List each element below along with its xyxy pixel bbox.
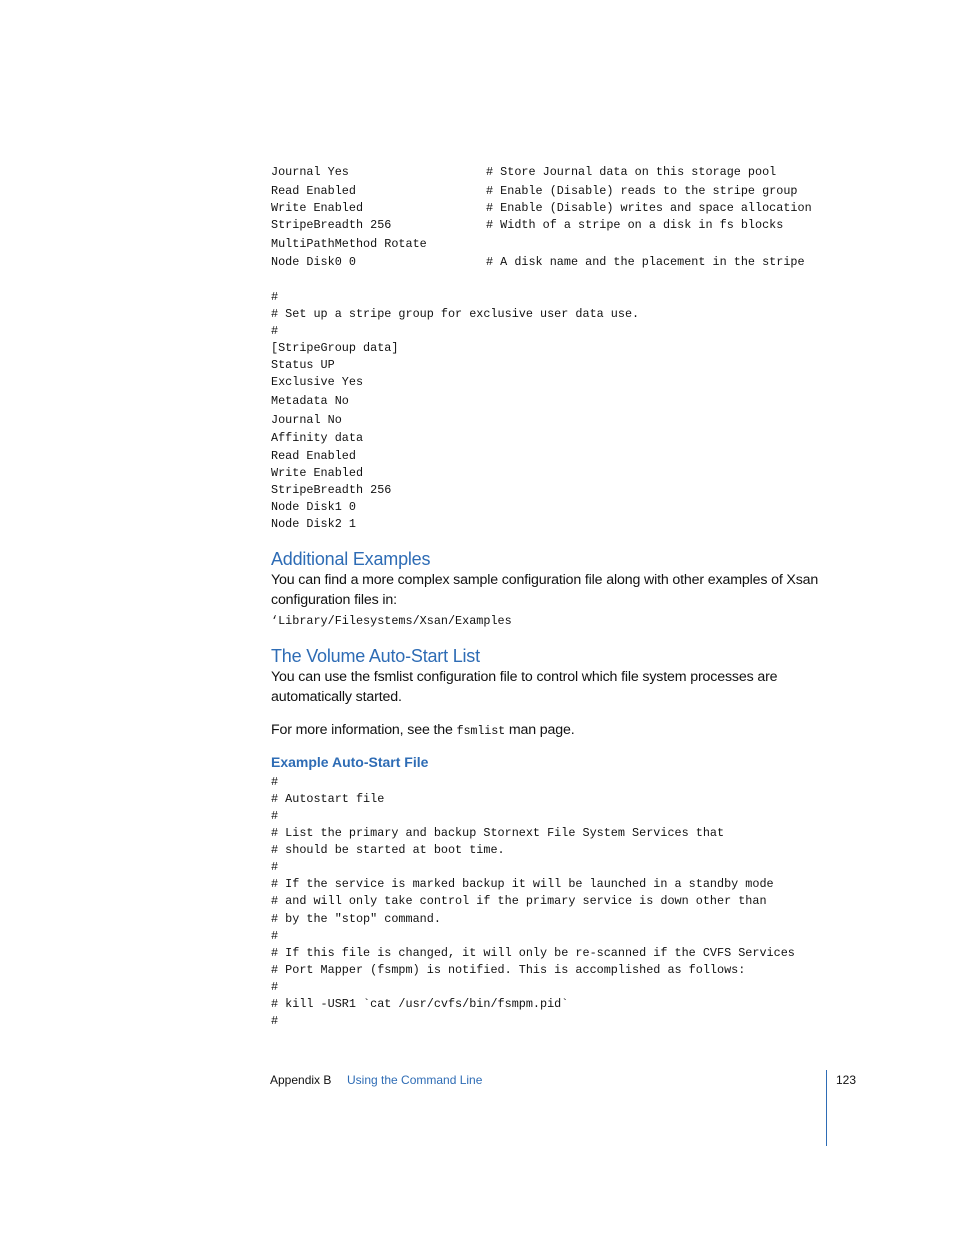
fsmlist-code: fsmlist (456, 724, 506, 738)
code-line: Exclusive Yes (271, 375, 364, 389)
page-number: 123 (836, 1073, 857, 1087)
code-line: # (271, 860, 279, 874)
code-line: # If this file is changed, it will only be re-scanned if the CVFS Services (271, 946, 795, 960)
code-line: StripeBreadth 256 (271, 483, 392, 497)
code-line: # (271, 809, 279, 823)
code-line: Node Disk2 1 (271, 517, 356, 531)
code-line: Metadata No (271, 394, 349, 408)
code-line: # Autostart file (271, 792, 385, 806)
code-line: # List the primary and backup Stornext File System Services that (271, 826, 725, 840)
code-comment: # Store Journal data on this storage pool (486, 165, 777, 179)
more-info-suffix: man page. (505, 722, 575, 738)
additional-examples-heading: Additional Examples (271, 549, 431, 569)
additional-examples-body: You can find a more complex sample configuration file along with other examples of Xsan configuration files in: (271, 572, 819, 608)
code-line: # (271, 290, 279, 304)
more-info-paragraph (271, 720, 831, 741)
code-line: Journal No (271, 413, 342, 427)
code-line: Read Enabled (271, 184, 356, 198)
code-line: StripeBreadth 256 (271, 218, 392, 232)
footer-chapter-title: Using the Command Line (347, 1073, 483, 1087)
code-line: # If the service is marked backup it will be launched in a standby mode (271, 877, 774, 891)
code-line: [StripeGroup data] (271, 341, 399, 355)
code-line: Node Disk0 0 (271, 255, 356, 269)
code-line: # and will only take control if the primary service is down other than (271, 894, 767, 908)
code-line: Read Enabled (271, 449, 356, 463)
code-line: # (271, 1014, 279, 1028)
code-line: # should be started at boot time. (271, 843, 505, 857)
code-line: # kill -USR1 `cat /usr/cvfs/bin/fsmpm.pid` (271, 997, 569, 1011)
code-line: MultiPathMethod Rotate (271, 237, 427, 251)
code-line: Write Enabled (271, 201, 364, 215)
code-comment: # A disk name and the placement in the stripe (486, 255, 805, 269)
code-line: # by the "stop" command. (271, 912, 441, 926)
example-file-heading: Example Auto-Start File (271, 754, 429, 770)
code-line: # (271, 929, 279, 943)
examples-path: ‘Library/Filesystems/Xsan/Examples (271, 614, 512, 628)
code-line: Affinity data (271, 431, 364, 445)
code-line: # (271, 775, 279, 789)
code-line: Journal Yes (271, 165, 349, 179)
code-comment: # Width of a stripe on a disk in fs blocks (486, 218, 784, 232)
code-comment: # Enable (Disable) reads to the stripe group (486, 184, 798, 198)
auto-start-heading: The Volume Auto-Start List (271, 646, 480, 666)
code-line: # (271, 980, 279, 994)
footer-divider (826, 1070, 827, 1146)
code-line: Node Disk1 0 (271, 500, 356, 514)
code-line: Write Enabled (271, 466, 364, 480)
code-line: # Port Mapper (fsmpm) is notified. This is accomplished as follows: (271, 963, 746, 977)
more-info-prefix: For more information, see the (271, 722, 457, 738)
footer-appendix-label: Appendix B (270, 1073, 332, 1087)
code-comment: # Enable (Disable) writes and space allocation (486, 201, 812, 215)
auto-start-body: You can use the fsmlist configuration file to control which file system processes are automatically started. (271, 669, 778, 705)
code-line: # (271, 324, 279, 338)
code-line: # Set up a stripe group for exclusive user data use. (271, 307, 640, 321)
code-line: Status UP (271, 358, 335, 372)
